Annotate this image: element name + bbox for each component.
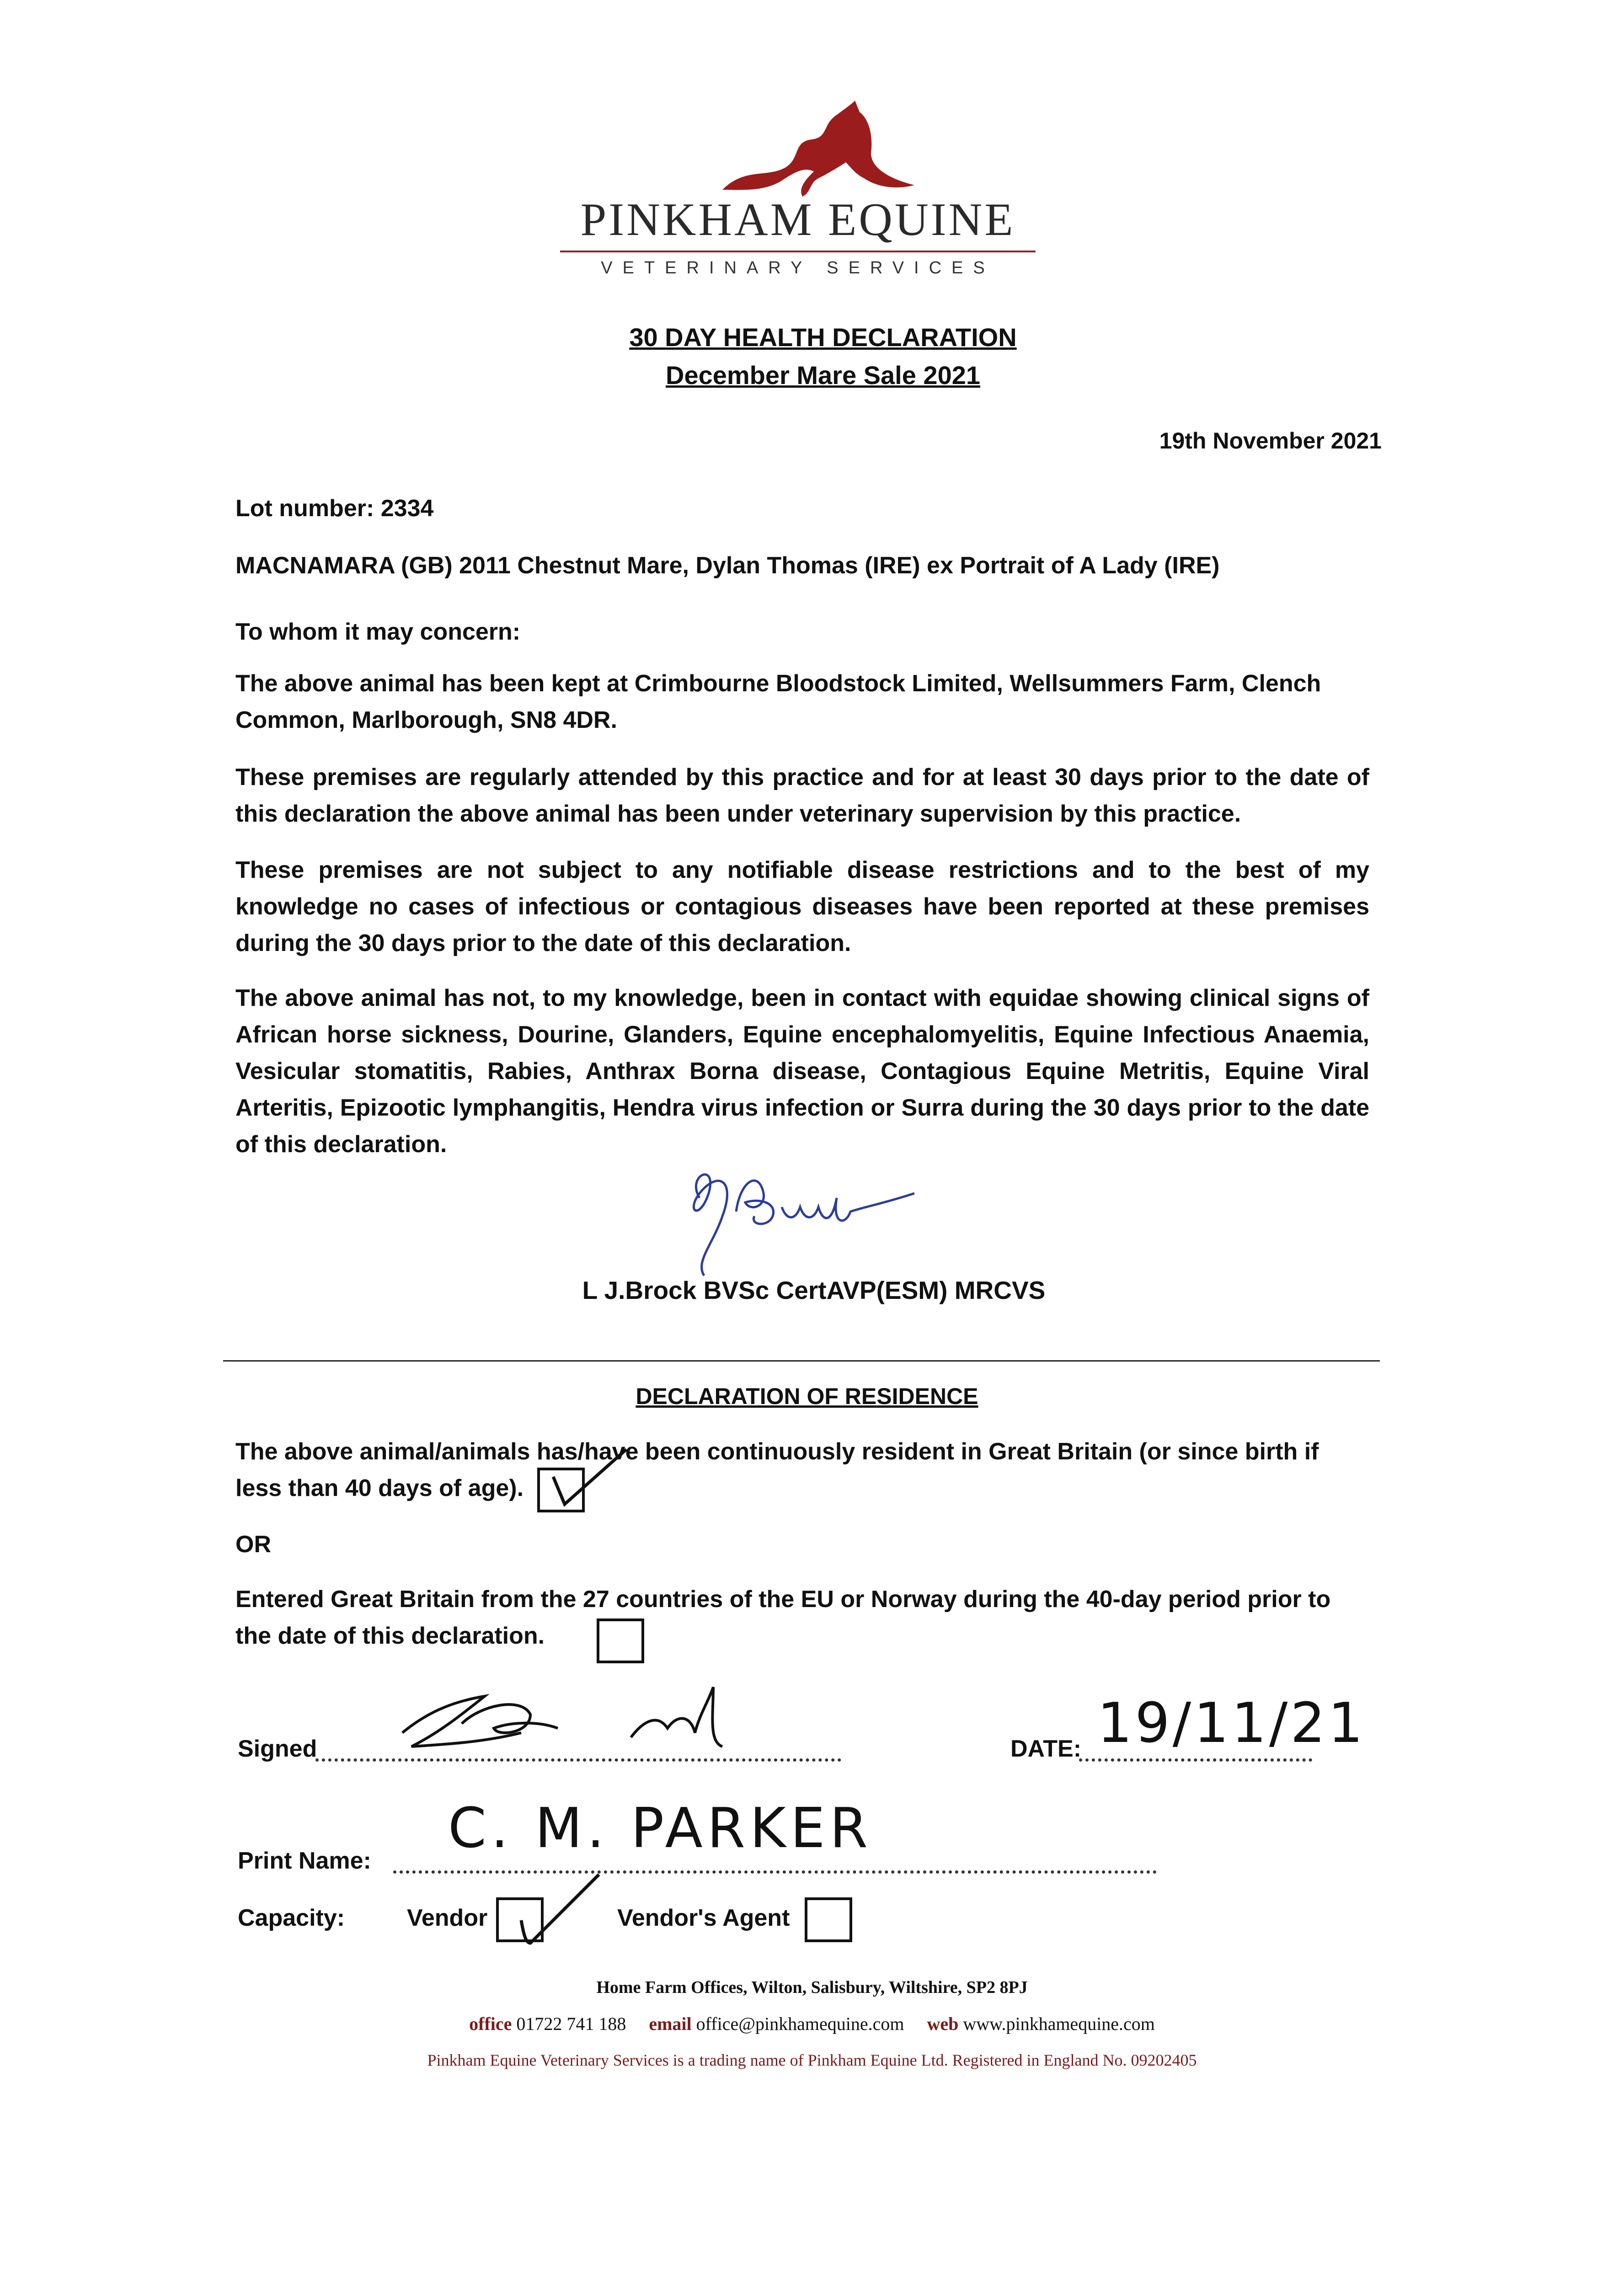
date-label: DATE: [1010,1736,1082,1762]
document-subtitle: December Mare Sale 2021 [666,361,980,390]
brand-divider [560,251,1036,252]
document-title: 30 DAY HEALTH DECLARATION [629,323,1017,352]
signed-label: Signed [238,1736,317,1762]
footer-address: Home Farm Offices, Wilton, Salisbury, Wiltshire, SP2 8PJ [596,1978,1028,1997]
section-divider [223,1360,1380,1362]
lot-number: Lot number: 2334 [235,495,434,522]
vendor-signature [393,1678,805,1769]
date-handwritten: 19/11/21 [1097,1692,1366,1755]
email-address[interactable]: office@pinkhamequine.com [696,2014,904,2034]
website[interactable]: www.pinkhamequine.com [963,2014,1155,2034]
animal-description: MACNAMARA (GB) 2011 Chestnut Mare, Dylan Thomas (IRE) ex Portrait of A Lady (IRE) [235,552,1220,579]
paragraph-premises: The above animal has been kept at Crimbourne Bloodstock Limited, Wellsummers Farm, Clench Common, Marlborough, SN8 4DR. [235,670,1321,733]
vet-name: L J.Brock BVSc CertAVP(ESM) MRCVS [582,1276,1046,1304]
print-name-line [393,1868,1157,1874]
capacity-label: Capacity: [238,1905,345,1931]
residence-option-1: The above animal/animals has/have been continuously resident in Great Britain (or since birth if less than 40 days of age). [235,1438,1319,1501]
paragraph-supervision: These premises are regularly attended by this practice and for at least 30 days prior to the date of this declaration the above animal has been under veterinary supervision by this practice. [235,764,1369,827]
horse-logo-icon [713,98,937,201]
brand-name: PINKHAM EQUINE [580,194,1015,246]
residence-option-2-checkbox[interactable] [597,1618,644,1663]
footer-registration: Pinkham Equine Veterinary Services is a trading name of Pinkham Equine Ltd. Registered in England No. 09202405 [427,2051,1197,2069]
check-mark-icon [549,1445,631,1513]
vet-signature [668,1143,924,1280]
office-label: office [469,2014,512,2034]
email-label: email [649,2014,692,2034]
web-label: web [927,2014,959,2034]
residence-title: DECLARATION OF RESIDENCE [636,1383,978,1409]
print-name-label: Print Name: [238,1848,371,1874]
check-mark-icon [512,1870,604,1948]
print-name-handwritten: C. M. PARKER [448,1797,872,1860]
residence-option-2: Entered Great Britain from the 27 countries of the EU or Norway during the 40-day period prior to the date of this declaration. [235,1586,1331,1649]
footer-contact [0,2013,1624,2035]
date-line [1079,1756,1312,1762]
paragraph-diseases: The above animal has not, to my knowledge, been in contact with equidae showing clinical signs of African horse sickness, Dourine, Glanders, Equine encephalomyelitis, Equine Infectious Anaemia, Vesicular stomatitis, Rabies, Anthrax Borna disease, Contagious Equine Metritis, Equine Viral Arteritis, Epizootic lymphangitis, Hendra virus infection or Surra during the 30 days prior to the date of this declaration. [235,985,1369,1158]
agent-checkbox[interactable] [805,1897,852,1942]
paragraph-restrictions: These premises are not subject to any notifiable disease restrictions and to the best of my knowledge no cases of infectious or contagious diseases have been reported at these premises during the 30 days prior to the date of this declaration. [235,857,1369,956]
agent-label: Vendor's Agent [617,1905,790,1931]
vendor-label: Vendor [407,1905,488,1931]
document-date: 19th November 2021 [1159,428,1382,454]
brand-subtitle: VETERINARY SERVICES [601,258,995,278]
office-phone[interactable]: 01722 741 188 [516,2014,626,2034]
or-label: OR [235,1531,271,1558]
salutation: To whom it may concern: [235,619,521,645]
